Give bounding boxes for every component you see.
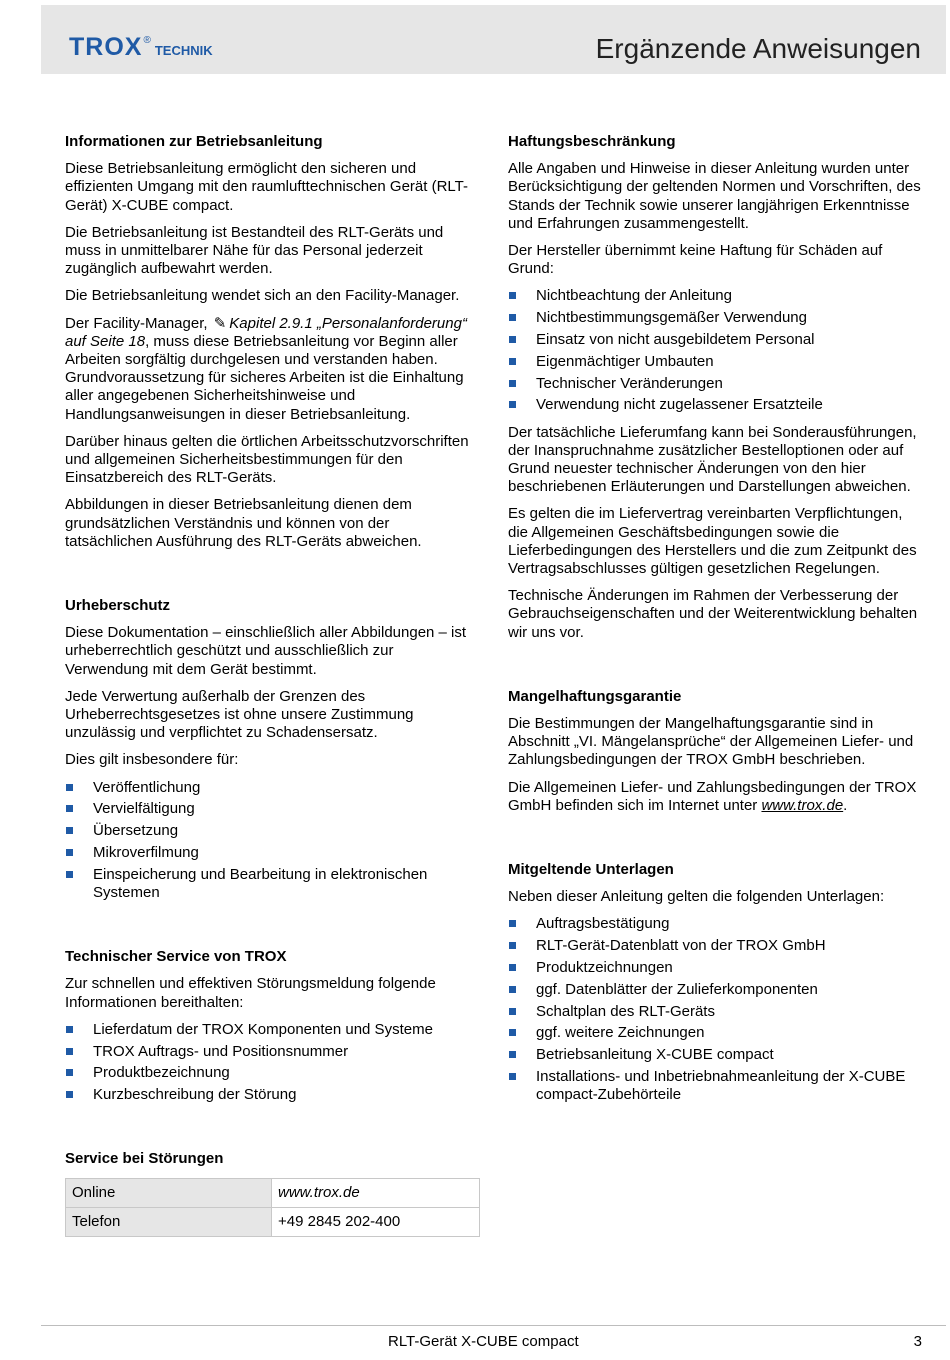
square-bullet-icon [66,849,73,856]
list-item-text: ggf. Datenblätter der Zulieferkomponenten [536,980,818,998]
bullet-list [65,779,480,903]
section-heading: Urheberschutz [65,597,171,615]
paragraph: Zur schnellen und effektiven Störungsmeldung folgende Informationen bereithalten: [65,975,436,1011]
logo-subtitle: TECHNIK [154,43,213,58]
square-bullet-icon [66,1026,73,1033]
square-bullet-icon [509,358,516,365]
paragraph: Abbildungen in dieser Betriebsanleitung dienen dem grundsätzlichen Verständnis und können von der tatsächlichen Ausführung des RLT-Geräts abweichen. [65,496,422,550]
paragraph: Diese Dokumentation – einschließlich aller Abbildungen – ist urheberrechtlich geschützt und ausschließlich zur Verwendung mit dem Gerät bestimmt. [65,624,467,678]
section-heading: Mangelhaftungsgarantie [508,687,682,705]
list-item [508,981,923,999]
square-bullet-icon [509,336,516,343]
square-bullet-icon [509,1008,516,1015]
list-item-text: Eigenmächtiger Umbauten [536,352,714,370]
square-bullet-icon [509,380,516,387]
list-item-text: Produktbezeichnung [93,1064,230,1082]
list-item [508,1024,923,1042]
paragraph-text: , muss diese Betriebsanleitung vor Beginn aller Arbeiten sorgfältig durchgelesen und verstanden haben. Grundvoraussetzung für sicheres Arbeiten ist die Einhaltung aller angegebenen Sicherheitshinweise und Handlungsanweisungen in dieser Betriebsanleitung. [65,332,464,423]
square-bullet-icon [509,292,516,299]
list-item-text: Übersetzung [93,822,179,840]
paragraph: Alle Angaben und Hinweise in dieser Anleitung wurden unter Berücksichtigung der geltenden Normen und Vorschriften, des Stands der Technik sowie unserer langjährigen Erkenntnisse und Erfahrungen zusammengestellt. [508,160,921,232]
service-table [65,1178,480,1237]
trox-logo [69,33,213,63]
spacer [65,1113,480,1150]
paragraph-text: Der Facility-Manager, [65,314,208,332]
list-item [508,1068,923,1104]
section-heading: Service bei Störungen [65,1150,224,1168]
list-item-text: Betriebsanleitung X-CUBE compact [536,1046,774,1064]
list-item-text: Schaltplan des RLT-Geräts [536,1002,715,1020]
table-row [66,1207,480,1236]
paragraph: Darüber hinaus gelten die örtlichen Arbeitsschutzvorschriften und allgemeinen Sicherheitsbestimmungen für den Einsatzbereich des RLT-Geräts. [65,432,469,487]
list-item-text: Veröffentlichung [93,778,201,796]
list-item [508,309,923,327]
list-item [508,375,923,393]
list-item [508,331,923,349]
square-bullet-icon [66,784,73,791]
table-cell-key: Telefon [66,1207,272,1236]
paragraph: Die Betriebsanleitung ist Bestandteil des RLT-Geräts und muss in unmittelbarer Nähe für das Personal jederzeit zugänglich aufbewahrt werden. [65,223,444,278]
paragraph-text: . [843,796,848,814]
list-item-text: RLT-Gerät-Datenblatt von der TROX GmbH [536,937,826,955]
list-item [65,1064,480,1082]
paragraph: Die Bestimmungen der Mangelhaftungsgarantie sind in Abschnitt „VI. Mängelansprüche“ der Allgemeinen Liefer- und Zahlungsbedingungen der TROX GmbH beschrieben. [508,715,914,769]
list-item-text: Produktzeichnungen [536,959,673,977]
list-item [65,800,480,818]
list-item [508,1046,923,1064]
list-item-text: Installations- und Inbetriebnahmeanleitung der X-CUBE compact-Zubehörteile [536,1068,906,1104]
list-item [508,1003,923,1021]
table-cell-key: Online [66,1178,272,1207]
footer-document-title: RLT-Gerät X-CUBE compact [388,1333,579,1350]
list-item [65,1021,480,1039]
square-bullet-icon [509,314,516,321]
section-heading: Technischer Service von TROX [65,948,287,966]
list-item [65,866,480,902]
paragraph: Es gelten die im Liefervertrag vereinbarten Verpflichtungen, die Allgemeinen Geschäftsbedingungen sowie die Lieferbedingungen des Herstellers und die zum Zeitpunkt des Vertragsabschlusses gültigen gesetzlichen Regelungen. [508,505,917,578]
paragraph: Jede Verwertung außerhalb der Grenzen des Urheberrechtsgesetzes ist ohne unsere Zustimmung unzulässig und verpflichtet zu Schadensersatz. [65,687,414,742]
bullet-list [508,287,923,414]
square-bullet-icon [66,1069,73,1076]
section-heading: Mitgeltende Unterlagen [508,861,674,879]
list-item [65,844,480,862]
section-heading: Haftungsbeschränkung [508,133,676,150]
square-bullet-icon [509,401,516,408]
section-documents [508,861,923,1104]
square-bullet-icon [66,1048,73,1055]
list-item [508,959,923,977]
list-item [508,353,923,371]
page-title: Ergänzende Anweisungen [595,33,921,64]
bullet-list [508,915,923,1104]
section-heading: Informationen zur Betriebsanleitung [65,133,323,150]
spacer [508,651,923,688]
section-faults [65,1150,480,1237]
list-item [508,396,923,414]
list-item-text: Verwendung nicht zugelassener Ersatzteile [536,396,823,414]
square-bullet-icon [509,964,516,971]
section-copyright [65,597,480,902]
paragraph [508,779,923,815]
list-item-text: Vervielfältigung [93,800,195,818]
section-service [65,948,480,1104]
paragraph [65,315,480,424]
page-header [41,5,946,74]
paragraph: Dies gilt insbesondere für: [65,751,239,769]
list-item [65,1043,480,1061]
square-bullet-icon [509,920,516,927]
logo-wordmark: TROX [69,33,143,61]
spacer [65,560,480,597]
spacer [65,911,480,948]
list-item-text: Lieferdatum der TROX Komponenten und Systeme [93,1020,433,1038]
list-item-text: Einsatz von nicht ausgebildetem Personal [536,331,815,349]
bullet-list [65,1021,480,1105]
list-item-text: Technischer Veränderungen [536,374,723,392]
chapter-link[interactable]: Kapitel 2.9.1 „Personalanforderung“ auf Seite 18 [65,314,467,350]
list-item [508,937,923,955]
list-item [508,287,923,305]
paragraph: Neben dieser Anleitung gelten die folgenden Unterlagen: [508,888,885,906]
section-info [65,133,480,551]
list-item-text: Kurzbeschreibung der Störung [93,1086,297,1104]
square-bullet-icon [509,986,516,993]
logo-registered-mark: ® [143,35,151,46]
right-column [508,133,923,1113]
list-item-text: TROX Auftrags- und Positionsnummer [93,1042,349,1060]
list-item-text: Einspeicherung und Bearbeitung in elektronischen Systemen [93,865,428,902]
square-bullet-icon [509,1073,516,1080]
section-liability [508,133,923,642]
page-number: 3 [913,1333,922,1350]
square-bullet-icon [509,1029,516,1036]
square-bullet-icon [66,827,73,834]
list-item-text: Auftragsbestätigung [536,915,670,933]
cross-reference-icon: ✎ [213,314,227,332]
square-bullet-icon [66,871,73,878]
list-item [65,1086,480,1104]
square-bullet-icon [66,1091,73,1098]
paragraph: Technische Änderungen im Rahmen der Verbesserung der Gebrauchseigenschaften und der Weiterentwicklung behalten wir uns vor. [508,587,918,641]
spacer [508,824,923,861]
list-item-text: Nichtbestimmungsgemäßer Verwendung [536,309,807,327]
list-item-text: ggf. weitere Zeichnungen [536,1024,705,1042]
square-bullet-icon [66,805,73,812]
list-item-text: Nichtbeachtung der Anleitung [536,287,732,305]
paragraph: Der Hersteller übernimmt keine Haftung für Schäden auf Grund: [508,242,883,278]
section-warranty [508,688,923,815]
footer-divider [41,1325,946,1326]
list-item [65,779,480,797]
paragraph: Der tatsächliche Lieferumfang kann bei Sonderausführungen, der Inanspruchnahme zusätzlicher Bestelloptionen oder auf Grund neuester technischer Änderungen von den hier beschriebenen Erläuterungen und Darstellungen abweichen. [508,423,917,496]
square-bullet-icon [509,1051,516,1058]
left-column [65,133,480,1237]
paragraph: Die Betriebsanleitung wendet sich an den Facility-Manager. [65,287,460,305]
list-item-text: Mikroverfilmung [93,844,199,862]
website-link[interactable]: www.trox.de [272,1178,480,1207]
list-item [65,822,480,840]
table-row [66,1178,480,1207]
website-link[interactable]: www.trox.de [761,796,844,814]
paragraph: Diese Betriebsanleitung ermöglicht den sicheren und effizienten Umgang mit den raumlufttechnischen Gerät (RLT-Gerät) X-CUBE compact. [65,160,468,214]
phone-number: +49 2845 202-400 [272,1207,480,1236]
list-item [508,915,923,933]
paragraph-text: Die Allgemeinen Liefer- und Zahlungsbedingungen der TROX GmbH befinden sich im Internet unter [508,778,917,814]
square-bullet-icon [509,942,516,949]
